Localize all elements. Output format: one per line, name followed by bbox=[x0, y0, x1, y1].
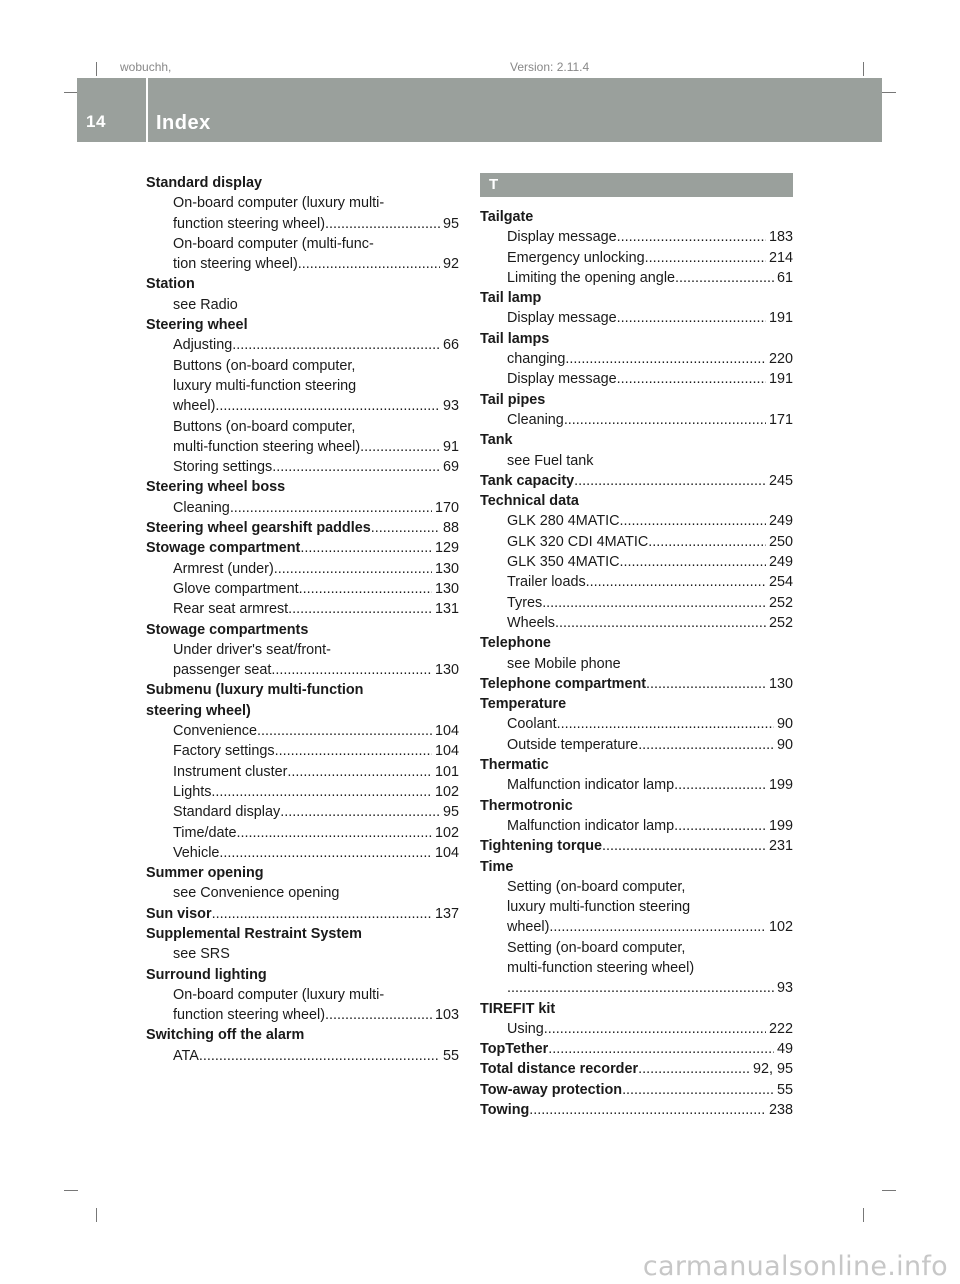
index-entry bbox=[480, 755, 793, 775]
index-entry bbox=[146, 518, 459, 538]
leader-dots bbox=[638, 1059, 750, 1079]
page-reference: 55 bbox=[442, 1047, 459, 1064]
index-subentry bbox=[480, 349, 793, 369]
index-subentry bbox=[480, 877, 793, 897]
index-subentry bbox=[146, 437, 459, 457]
page-reference: 66 bbox=[442, 337, 459, 354]
entry-label: Malfunction indicator lamp bbox=[507, 777, 675, 794]
entry-label: ATA bbox=[173, 1047, 199, 1064]
entry-label: multi-function steering wheel) bbox=[173, 438, 361, 455]
leader-dots bbox=[557, 714, 774, 734]
page-reference: 102 bbox=[434, 783, 459, 800]
index-subentry bbox=[146, 254, 459, 274]
leader-dots bbox=[232, 335, 440, 355]
page-reference: 104 bbox=[434, 743, 459, 760]
index-subentry bbox=[146, 234, 459, 254]
page-reference: 245 bbox=[768, 472, 793, 489]
leader-dots bbox=[645, 248, 766, 268]
leader-dots bbox=[529, 1100, 766, 1120]
leader-dots bbox=[544, 1019, 766, 1039]
entry-label: Time bbox=[480, 858, 514, 875]
crop-mark bbox=[863, 1208, 864, 1222]
index-entry bbox=[480, 857, 793, 877]
page-reference: 249 bbox=[768, 554, 793, 571]
entry-label: Cleaning bbox=[507, 411, 564, 428]
page-reference: 250 bbox=[768, 533, 793, 550]
entry-label: Surround lighting bbox=[146, 966, 267, 983]
letter-section-header: T bbox=[480, 173, 793, 197]
index-subentry bbox=[146, 396, 459, 416]
index-subentry bbox=[146, 1005, 459, 1025]
index-subentry bbox=[480, 532, 793, 552]
page-reference: 137 bbox=[434, 905, 459, 922]
entry-label: Sun visor bbox=[146, 905, 212, 922]
leader-dots bbox=[271, 660, 432, 680]
page-reference: 214 bbox=[768, 249, 793, 266]
entry-label: steering wheel) bbox=[146, 702, 251, 719]
leader-dots bbox=[325, 1005, 432, 1025]
leader-dots bbox=[646, 674, 766, 694]
index-entry bbox=[146, 1025, 459, 1045]
index-subentry bbox=[146, 417, 459, 437]
entry-label: Buttons (on-board computer, bbox=[173, 418, 356, 435]
index-subentry bbox=[146, 193, 459, 213]
page-reference: 249 bbox=[768, 513, 793, 530]
entry-label: Switching off the alarm bbox=[146, 1027, 305, 1044]
index-entry bbox=[146, 904, 459, 924]
entry-label: passenger seat bbox=[173, 662, 272, 679]
leader-dots bbox=[325, 214, 440, 234]
index-subentry bbox=[480, 714, 793, 734]
index-entry bbox=[146, 274, 459, 294]
index-subentry bbox=[480, 572, 793, 592]
page-reference: 95 bbox=[442, 215, 459, 232]
index-entry bbox=[480, 1100, 793, 1120]
entry-label: Submenu (luxury multi-function bbox=[146, 682, 364, 699]
entry-label: multi-function steering wheel) bbox=[507, 959, 695, 976]
entry-label: Time/date bbox=[173, 824, 237, 841]
page-reference: 69 bbox=[442, 459, 459, 476]
entry-label: Glove compartment bbox=[173, 580, 299, 597]
index-subentry bbox=[480, 917, 793, 937]
leader-dots bbox=[555, 613, 766, 633]
index-subentry bbox=[480, 248, 793, 268]
index-subentry bbox=[480, 775, 793, 795]
leader-dots bbox=[617, 308, 766, 328]
leader-dots bbox=[215, 396, 440, 416]
page-reference: 199 bbox=[768, 777, 793, 794]
entry-label: Total distance recorder bbox=[480, 1061, 639, 1078]
entry-label: Tyres bbox=[507, 594, 543, 611]
entry-label: Temperature bbox=[480, 696, 567, 713]
entry-label: Stowage compartments bbox=[146, 621, 309, 638]
index-subentry bbox=[480, 958, 793, 978]
page-reference: 129 bbox=[434, 540, 459, 557]
entry-label: Display message bbox=[507, 371, 617, 388]
page-reference: 88 bbox=[442, 520, 459, 537]
index-entry bbox=[146, 538, 459, 558]
leader-dots bbox=[617, 369, 766, 389]
index-entry bbox=[146, 701, 459, 721]
page-reference: 170 bbox=[434, 499, 459, 516]
leader-dots bbox=[371, 518, 440, 538]
page-reference: 90 bbox=[776, 736, 793, 753]
leader-dots bbox=[299, 579, 432, 599]
leader-dots bbox=[212, 904, 432, 924]
leader-dots bbox=[274, 559, 432, 579]
print-note-right: Version: 2.11.4 bbox=[510, 60, 590, 74]
index-column-right bbox=[480, 173, 793, 1120]
entry-label: TopTether bbox=[480, 1041, 549, 1058]
index-subentry bbox=[480, 735, 793, 755]
index-subentry bbox=[146, 985, 459, 1005]
index-subentry bbox=[146, 640, 459, 660]
entry-label: Towing bbox=[480, 1102, 530, 1119]
leader-dots bbox=[586, 572, 766, 592]
entry-label: Steering wheel gearshift paddles bbox=[146, 520, 371, 537]
index-entry bbox=[480, 674, 793, 694]
leader-dots bbox=[674, 775, 766, 795]
leader-dots bbox=[298, 254, 440, 274]
page-reference: 220 bbox=[768, 351, 793, 368]
entry-label: Factory settings bbox=[173, 743, 275, 760]
index-subentry bbox=[146, 721, 459, 741]
entry-label: see Mobile phone bbox=[507, 655, 621, 672]
page-reference: 252 bbox=[768, 594, 793, 611]
index-entry bbox=[480, 390, 793, 410]
leader-dots bbox=[236, 823, 432, 843]
entry-label: Setting (on-board computer, bbox=[507, 878, 686, 895]
entry-label: function steering wheel) bbox=[173, 1007, 325, 1024]
entry-label: Telephone compartment bbox=[480, 675, 647, 692]
leader-dots bbox=[620, 511, 766, 531]
index-entry bbox=[480, 1039, 793, 1059]
entry-label: Cleaning bbox=[173, 499, 230, 516]
leader-dots bbox=[199, 1046, 440, 1066]
page-reference: 130 bbox=[768, 675, 793, 692]
leader-dots bbox=[275, 741, 432, 761]
index-entry bbox=[480, 633, 793, 653]
page-reference: 131 bbox=[434, 601, 459, 618]
index-entry bbox=[146, 924, 459, 944]
entry-label: GLK 320 CDI 4MATIC bbox=[507, 533, 649, 550]
index-entry bbox=[480, 207, 793, 227]
index-subentry bbox=[146, 1046, 459, 1066]
entry-label: Tailgate bbox=[480, 209, 534, 225]
index-entry bbox=[146, 315, 459, 335]
index-subentry bbox=[146, 802, 459, 822]
index-subentry bbox=[480, 227, 793, 247]
leader-dots bbox=[574, 471, 766, 491]
page-reference: 183 bbox=[768, 229, 793, 246]
index-subentry bbox=[480, 593, 793, 613]
entry-label: Limiting the opening angle bbox=[507, 269, 676, 286]
entry-label: wheel) bbox=[173, 398, 216, 415]
entry-label: Under driver's seat/front- bbox=[173, 641, 331, 658]
index-subentry bbox=[146, 944, 459, 964]
entry-label: On-board computer (luxury multi- bbox=[173, 195, 385, 212]
index-subentry bbox=[480, 308, 793, 328]
crop-mark bbox=[64, 1190, 78, 1191]
entry-label: Thermatic bbox=[480, 757, 549, 774]
entry-label: TIREFIT kit bbox=[480, 1000, 556, 1017]
watermark: carmanualsonline.info bbox=[642, 1251, 948, 1282]
page-reference: 191 bbox=[768, 310, 793, 327]
index-subentry bbox=[480, 978, 793, 998]
index-subentry bbox=[480, 451, 793, 471]
index-entry bbox=[480, 430, 793, 450]
leader-dots bbox=[565, 349, 766, 369]
entry-label: Armrest (under) bbox=[173, 560, 274, 577]
leader-dots bbox=[548, 1039, 774, 1059]
leader-dots bbox=[602, 836, 766, 856]
entry-label: tion steering wheel) bbox=[173, 256, 298, 273]
page-reference: 130 bbox=[434, 580, 459, 597]
entry-label: Buttons (on-board computer, bbox=[173, 357, 356, 374]
index-subentry bbox=[146, 559, 459, 579]
index-subentry bbox=[480, 613, 793, 633]
index-entry bbox=[480, 491, 793, 511]
page-reference: 49 bbox=[776, 1041, 793, 1058]
index-column-left bbox=[146, 173, 459, 1066]
entry-label: Tank bbox=[480, 432, 513, 449]
leader-dots bbox=[272, 457, 440, 477]
page-reference: 91 bbox=[442, 438, 459, 455]
page-reference: 92, 95 bbox=[752, 1061, 793, 1078]
page-reference: 191 bbox=[768, 371, 793, 388]
entry-label: Stowage compartment bbox=[146, 540, 301, 557]
crop-mark bbox=[64, 92, 78, 93]
entry-label: Display message bbox=[507, 229, 617, 246]
index-entry bbox=[480, 288, 793, 308]
entry-label: see Radio bbox=[173, 296, 238, 313]
entry-label: GLK 280 4MATIC bbox=[507, 513, 620, 530]
entry-label: Tail pipes bbox=[480, 391, 546, 408]
entry-label: Tow-away protection bbox=[480, 1081, 623, 1098]
index-subentry bbox=[480, 938, 793, 958]
entry-label: luxury multi-function steering bbox=[507, 899, 691, 916]
index-entry bbox=[480, 1080, 793, 1100]
index-entry bbox=[146, 863, 459, 883]
entry-label: Vehicle bbox=[173, 844, 220, 861]
index-subentry bbox=[480, 552, 793, 572]
page-reference: 102 bbox=[768, 919, 793, 936]
page-reference: 103 bbox=[434, 1007, 459, 1024]
page-reference: 254 bbox=[768, 574, 793, 591]
page-number: 14 bbox=[86, 112, 106, 131]
index-subentry bbox=[480, 369, 793, 389]
leader-dots bbox=[620, 552, 766, 572]
entry-label: Summer opening bbox=[146, 865, 264, 882]
index-entry bbox=[146, 680, 459, 700]
leader-dots bbox=[300, 538, 432, 558]
entry-label: Rear seat armrest bbox=[173, 601, 289, 618]
index-subentry bbox=[146, 498, 459, 518]
leader-dots bbox=[622, 1080, 774, 1100]
header-separator bbox=[146, 78, 148, 142]
entry-label: luxury multi-function steering bbox=[173, 377, 357, 394]
entry-label: Tail lamps bbox=[480, 330, 550, 347]
page-reference: 171 bbox=[768, 411, 793, 428]
entry-label: GLK 350 4MATIC bbox=[507, 554, 620, 571]
index-entry bbox=[146, 965, 459, 985]
entry-label: Adjusting bbox=[173, 337, 233, 354]
page-reference: 101 bbox=[434, 763, 459, 780]
index-subentry bbox=[480, 654, 793, 674]
entry-label: Setting (on-board computer, bbox=[507, 939, 686, 956]
leader-dots bbox=[211, 782, 432, 802]
index-entry bbox=[480, 796, 793, 816]
page-reference: 55 bbox=[776, 1081, 793, 1098]
index-subentry bbox=[146, 599, 459, 619]
index-subentry bbox=[480, 897, 793, 917]
index-entry bbox=[480, 329, 793, 349]
crop-mark bbox=[863, 62, 864, 76]
page-reference: 199 bbox=[768, 817, 793, 834]
index-subentry bbox=[480, 511, 793, 531]
crop-mark bbox=[882, 1190, 896, 1191]
index-entry bbox=[480, 1059, 793, 1079]
entry-label: On-board computer (multi-func- bbox=[173, 235, 374, 252]
entry-label: Wheels bbox=[507, 614, 555, 631]
page-reference: 231 bbox=[768, 838, 793, 855]
page-reference: 102 bbox=[434, 824, 459, 841]
leader-dots bbox=[360, 437, 440, 457]
index-subentry bbox=[146, 883, 459, 903]
leader-dots bbox=[549, 917, 766, 937]
page-reference: 104 bbox=[434, 723, 459, 740]
page-reference: 130 bbox=[434, 560, 459, 577]
page-title: Index bbox=[156, 112, 211, 134]
entry-label: Outside temperature bbox=[507, 736, 639, 753]
entry-label: Convenience bbox=[173, 723, 258, 740]
leader-dots bbox=[542, 593, 766, 613]
page-reference: 104 bbox=[434, 844, 459, 861]
index-subentry bbox=[480, 1019, 793, 1039]
print-note-left: wobuchh, bbox=[120, 60, 172, 74]
index-subentry bbox=[480, 410, 793, 430]
index-entry bbox=[480, 694, 793, 714]
index-subentry bbox=[480, 816, 793, 836]
crop-mark bbox=[96, 1208, 97, 1222]
entry-label: Standard display bbox=[173, 804, 281, 821]
entry-label: see Convenience opening bbox=[173, 885, 340, 902]
index-subentry bbox=[146, 335, 459, 355]
entry-label: Station bbox=[146, 276, 195, 293]
entry-label: wheel) bbox=[507, 919, 550, 936]
index-subentry bbox=[146, 741, 459, 761]
entry-label: Technical data bbox=[480, 493, 579, 510]
page-reference: 222 bbox=[768, 1020, 793, 1037]
index-subentry bbox=[146, 376, 459, 396]
leader-dots bbox=[674, 816, 766, 836]
index-entry bbox=[146, 173, 459, 193]
entry-label: Lights bbox=[173, 783, 212, 800]
entry-label: see SRS bbox=[173, 946, 230, 963]
leader-dots bbox=[648, 532, 766, 552]
page-reference: 95 bbox=[442, 804, 459, 821]
page-reference: 92 bbox=[442, 256, 459, 273]
index-entry bbox=[480, 471, 793, 491]
index-subentry bbox=[146, 457, 459, 477]
leader-dots bbox=[257, 721, 432, 741]
page-reference: 252 bbox=[768, 614, 793, 631]
entry-label: Using bbox=[507, 1020, 544, 1037]
leader-dots bbox=[230, 498, 432, 518]
index-subentry bbox=[146, 579, 459, 599]
entry-label: On-board computer (luxury multi- bbox=[173, 986, 385, 1003]
index-subentry bbox=[146, 295, 459, 315]
index-entry bbox=[146, 477, 459, 497]
entry-label: Steering wheel boss bbox=[146, 479, 286, 496]
index-entry bbox=[480, 999, 793, 1019]
index-subentry bbox=[146, 823, 459, 843]
entry-label: Tail lamp bbox=[480, 290, 542, 307]
entry-label: Trailer loads bbox=[507, 574, 586, 591]
entry-label: Instrument cluster bbox=[173, 763, 288, 780]
entry-label: Tank capacity bbox=[480, 472, 575, 489]
entry-label: Malfunction indicator lamp bbox=[507, 817, 675, 834]
entry-label: Tightening torque bbox=[480, 838, 603, 855]
leader-dots bbox=[638, 735, 774, 755]
index-subentry bbox=[480, 268, 793, 288]
index-entry bbox=[480, 836, 793, 856]
entry-label: changing bbox=[507, 351, 566, 368]
index-subentry bbox=[146, 214, 459, 234]
page-reference: 238 bbox=[768, 1102, 793, 1119]
page-reference: 93 bbox=[442, 398, 459, 415]
leader-dots bbox=[280, 802, 440, 822]
entry-label: Supplemental Restraint System bbox=[146, 925, 362, 942]
index-subentry bbox=[146, 356, 459, 376]
entry-label: Coolant bbox=[507, 716, 557, 733]
entry-label: function steering wheel) bbox=[173, 215, 325, 232]
page-reference: 130 bbox=[434, 662, 459, 679]
page-reference: 61 bbox=[776, 269, 793, 286]
index-entry bbox=[146, 620, 459, 640]
entry-label: Storing settings bbox=[173, 459, 273, 476]
index-subentry bbox=[146, 843, 459, 863]
entry-label: Telephone bbox=[480, 635, 551, 652]
page-reference: 90 bbox=[776, 716, 793, 733]
crop-mark bbox=[96, 62, 97, 76]
leader-dots bbox=[287, 762, 432, 782]
entry-label: see Fuel tank bbox=[507, 452, 594, 469]
page-reference: 93 bbox=[776, 980, 793, 997]
index-subentry bbox=[146, 660, 459, 680]
leader-dots bbox=[675, 268, 774, 288]
index-subentry bbox=[146, 762, 459, 782]
entry-label: Steering wheel bbox=[146, 317, 248, 334]
entry-label: Thermotronic bbox=[480, 797, 573, 814]
crop-mark bbox=[882, 92, 896, 93]
leader-dots bbox=[564, 410, 766, 430]
entry-label: Display message bbox=[507, 310, 617, 327]
leader-dots bbox=[288, 599, 432, 619]
leader-dots bbox=[617, 227, 766, 247]
index-subentry bbox=[146, 782, 459, 802]
leader-dots bbox=[507, 978, 774, 998]
leader-dots bbox=[219, 843, 432, 863]
entry-label: Standard display bbox=[146, 175, 262, 191]
entry-label: Emergency unlocking bbox=[507, 249, 645, 266]
